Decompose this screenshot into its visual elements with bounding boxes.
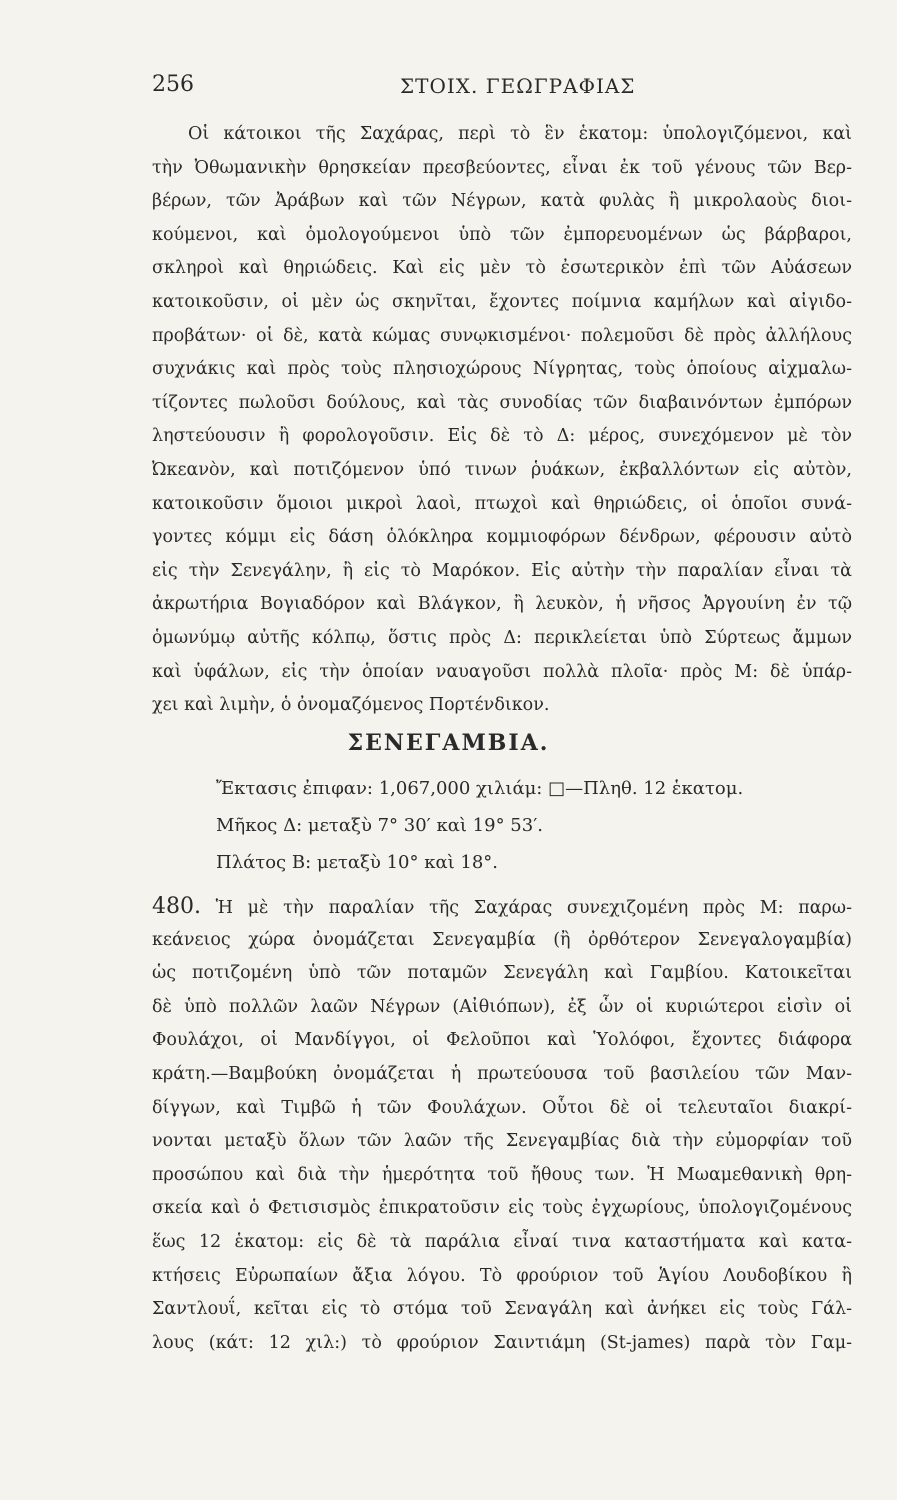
text-line: δὲ ὑπὸ πολλῶν λαῶν Νέγρων (Αἰθιόπων), ἐξ ὧν οἱ κυριώτεροι εἰσὶν οἱ	[152, 996, 852, 1017]
text-line: Φουλάχοι, οἱ Μανδίγγοι, οἱ Φελοῦποι καὶ Ὑολόφοι, ἔχοντες διάφορα	[152, 1030, 852, 1051]
text-line: προσώπου καὶ διὰ τὴν ἡμερότητα τοῦ ἤθους των. Ἡ Μωαμεθανικὴ θρη-	[152, 1164, 852, 1185]
text-line: Οἱ κάτοικοι τῆς Σαχάρας, περὶ τὸ ἓν ἑκατομ: ὑπολογιζόμενοι, καὶ	[188, 124, 852, 144]
text-line: κράτη.—Βαμβούκη ὀνομάζεται ἡ πρωτεύουσα τοῦ βασιλείου τῶν Μαν-	[152, 1063, 852, 1084]
page-number: 256	[152, 72, 194, 97]
text-line: Ὠκεανὸν, καὶ ποτιζόμενον ὑπό τινων ῥυάκων, ἐκβαλλόντων εἰς αὐτὸν,	[152, 459, 852, 480]
text-line	[152, 890, 852, 924]
text-line-content: Ἡ μὲ τὴν παραλίαν τῆς Σαχάρας συνεχιζομένη πρὸς Μ: παρω-	[215, 898, 852, 918]
text-line: προβάτων· οἱ δὲ, κατὰ κώμας συνῳκισμένοι· πολεμοῦσι δὲ πρὸς ἀλλήλους	[152, 325, 852, 346]
paragraph-480	[152, 890, 852, 1360]
text-line: ὁμωνύμῳ αὐτῆς κόλπῳ, ὅστις πρὸς Δ: περικλείεται ὑπὸ Σύρτεως ἄμμων	[152, 627, 852, 648]
stat-area-population: Ἔκτασις ἐπιφαν: 1,067,000 χιλιάμ: □—Πληθ. 12 ἑκατομ.	[216, 778, 744, 799]
text-line: σκληροὶ καὶ θηριώδεις. Καὶ εἰς μὲν τὸ ἐσωτερικὸν ἐπὶ τῶν Αὐάσεων	[152, 258, 852, 279]
text-line: εἰς τὴν Σενεγάλην, ἢ εἰς τὸ Μαρόκον. Εἰς αὐτὴν τὴν παραλίαν εἶναι τὰ	[152, 560, 852, 581]
text-line: ἕως 12 ἑκατομ: εἰς δὲ τὰ παράλια εἶναί τινα καταστήματα καὶ κατα-	[152, 1231, 852, 1252]
page-header	[152, 72, 852, 106]
text-line: κτήσεις Εὐρωπαίων ἄξια λόγου. Τὸ φρούριον τοῦ Ἁγίου Λουδοβίκου ἢ	[152, 1265, 852, 1286]
text-line: λους (κάτ: 12 χιλ:) τὸ φρούριον Σαιντιάμη (St-james) παρὰ τὸν Γαμ-	[152, 1332, 852, 1353]
text-line: σκεία καὶ ὁ Φετισισμὸς ἐπικρατοῦσιν εἰς τοὺς ἐγχωρίους, ὑπολογιζομένους	[152, 1198, 852, 1219]
text-line: κατοικοῦσιν ὅμοιοι μικροὶ λαοὶ, πτωχοὶ καὶ θηριώδεις, οἱ ὁποῖοι συνά-	[152, 493, 852, 514]
text-line: συχνάκις καὶ πρὸς τοὺς πλησιοχώρους Νίγρητας, τοὺς ὁποίους αἰχμαλω-	[152, 359, 852, 380]
text-line: νονται μεταξὺ ὅλων τῶν λαῶν τῆς Σενεγαμβίας διὰ τὴν εὐμορφίαν τοῦ	[152, 1131, 852, 1152]
text-line: γοντες κόμμι εἰς δάση ὁλόκληρα κομμιοφόρων δένδρων, φέρουσιν αὐτὸ	[152, 527, 852, 548]
stat-latitude: Πλάτος Β: μεταξὺ 10° καὶ 18°.	[216, 852, 499, 873]
paragraph-sahara	[152, 118, 852, 723]
text-line: κεάνειος χώρα ὀνομάζεται Σενεγαμβία (ἢ ὀρθότερον Σενεγαλογαμβία)	[152, 929, 852, 950]
text-line: βέρων, τῶν Ἀράβων καὶ τῶν Νέγρων, κατὰ φυλὰς ἢ μικρολαοὺς διοι-	[152, 191, 852, 212]
text-line: τὴν Ὀθωμανικὴν θρησκείαν πρεσβεύοντες, εἶναι ἐκ τοῦ γένους τῶν Βερ-	[152, 157, 852, 178]
running-title: ΣΤΟΙΧ. ΓΕΩΓΡΑΦΙΑΣ	[400, 74, 636, 98]
text-line: ληστεύουσιν ἢ φορολογοῦσιν. Εἰς δὲ τὸ Δ: μέρος, συνεχόμενον μὲ τὸν	[152, 426, 852, 447]
text-line: κούμενοι, καὶ ὁμολογούμενοι ὑπὸ τῶν ἐμπορευομένων ὡς βάρβαροι,	[152, 224, 852, 245]
text-line: δίγγων, καὶ Τιμβῶ ἡ τῶν Φουλάχων. Οὗτοι δὲ οἱ τελευταῖοι διακρί-	[152, 1097, 852, 1118]
paragraph-number: 480.	[152, 894, 201, 919]
text-line: ἀκρωτήρια Βογιαδόρον καὶ Βλάγκον, ἢ λευκὸν, ἡ νῆσος Ἀργουίνη ἐν τῷ	[152, 594, 852, 615]
text-line: καὶ ὑφάλων, εἰς τὴν ὁποίαν ναυαγοῦσι πολλὰ πλοῖα· πρὸς Μ: δὲ ὑπάρ-	[152, 661, 852, 682]
text-line: κατοικοῦσιν, οἱ μὲν ὡς σκηνῖται, ἔχοντες ποίμνια καμήλων καὶ αἰγιδο-	[152, 291, 852, 312]
text-line: τίζοντες πωλοῦσι δούλους, καὶ τὰς συνοδίας τῶν διαβαινόντων ἐμπόρων	[152, 392, 852, 413]
text-line: Σαντλουΐ, κεῖται εἰς τὸ στόμα τοῦ Σεναγάλη καὶ ἀνήκει εἰς τοὺς Γάλ-	[152, 1299, 852, 1320]
text-line: χει καὶ λιμὴν, ὁ ὀνομαζόμενος Πορτένδικον.	[152, 695, 550, 716]
section-title: ΣΕΝΕΓΑΜΒΙΑ.	[347, 730, 550, 756]
stat-longitude: Μῆκος Δ: μεταξὺ 7° 30′ καὶ 19° 53′.	[216, 815, 544, 836]
text-line: ὡς ποτιζομένη ὑπὸ τῶν ποταμῶν Σενεγάλη καὶ Γαμβίου. Κατοικεῖται	[152, 963, 852, 984]
